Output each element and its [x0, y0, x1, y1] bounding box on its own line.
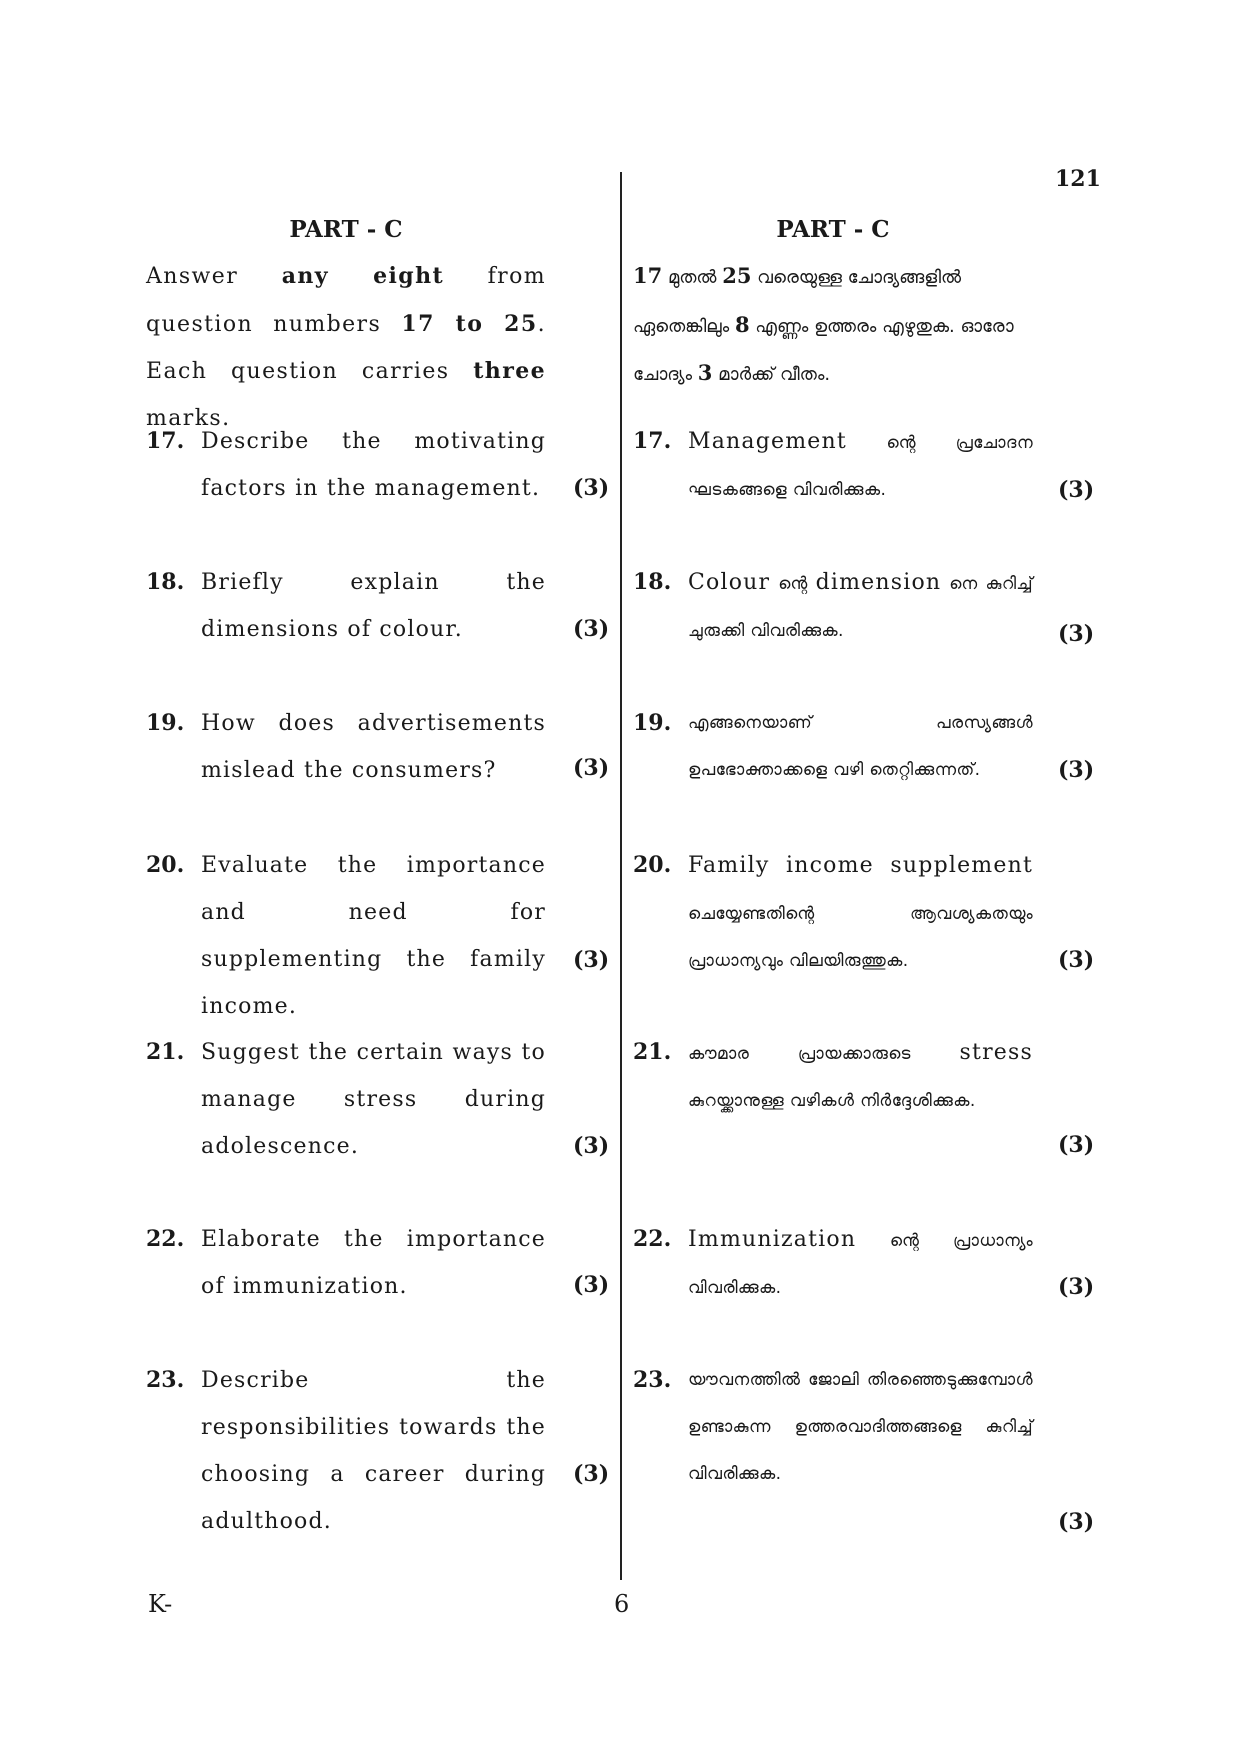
question-number: 18.: [146, 569, 185, 595]
question-marks: (3): [1058, 1132, 1095, 1158]
question-number: 23.: [146, 1367, 185, 1393]
question-marks: (3): [1058, 1509, 1095, 1535]
question-marks: (3): [573, 475, 610, 501]
question-marks: (3): [1058, 947, 1095, 973]
question-marks: (3): [1058, 757, 1095, 783]
question-number: 21.: [633, 1039, 672, 1065]
question-number: 19.: [633, 710, 672, 736]
question-number: 20.: [633, 852, 672, 878]
question-marks: (3): [573, 1133, 610, 1159]
page-number-top: 121: [1055, 166, 1101, 192]
question-text: Evaluate the importance and need for supplementing the family income.: [201, 853, 546, 1019]
question-marks: (3): [573, 1272, 610, 1298]
question-number: 17.: [633, 428, 672, 454]
question-marks: (3): [1058, 1274, 1095, 1300]
question-text: Describe the responsibilities towards the choosing a career during adulthood.: [201, 1368, 546, 1534]
question-text: Immunization ന്റെ പ്രാധാന്യം വിവരിക്കുക.: [688, 1227, 1033, 1298]
question-number: 20.: [146, 852, 185, 878]
question-number: 22.: [146, 1226, 185, 1252]
question-text: Colour ന്റെ dimension നെ കുറിച്ച് ചുരുക്കി വിവരിക്കുക.: [688, 570, 1033, 641]
english-heading: PART - C: [289, 216, 403, 243]
footer-code: K-: [148, 1590, 173, 1618]
question-number: 17.: [146, 428, 185, 454]
question-marks: (3): [573, 947, 610, 973]
question-number: 19.: [146, 710, 185, 736]
question-text: Family income supplement ചെയ്യേണ്ടതിന്റെ ആവശ്യകതയും പ്രാധാന്യവും വിലയിരുത്തുക.: [688, 853, 1033, 971]
question-text: എങ്ങനെയാണ് പരസ്യങ്ങൾ ഉപഭോക്താക്കളെ വഴി തെറ്റിക്കുന്നത്.: [688, 713, 1033, 780]
question-text: Management ന്റെ പ്രചോദന ഘടകങ്ങളെ വിവരിക്കുക.: [688, 429, 1033, 500]
question-marks: (3): [573, 755, 610, 781]
question-text: Describe the motivating factors in the management.: [201, 429, 546, 501]
question-text: കൗമാര പ്രായക്കാരുടെ stress കുറയ്ക്കാനുള്ള വഴികൾ നിർദ്ദേശിക്കുക.: [688, 1040, 1033, 1111]
question-marks: (3): [1058, 621, 1095, 647]
column-divider: [620, 172, 622, 1580]
question-text: Suggest the certain ways to manage stress during adolescence.: [201, 1040, 546, 1159]
question-number: 21.: [146, 1039, 185, 1065]
english-instructions: Answer any eight from question numbers 17 to 25. Each question carries three marks.: [146, 263, 546, 431]
question-number: 22.: [633, 1226, 672, 1252]
question-number: 18.: [633, 569, 672, 595]
footer-page-number: 6: [614, 1590, 630, 1618]
malayalam-instructions: 17 മുതൽ 25 വരെയുള്ള ചോദ്യങ്ങളിൽ ഏതെങ്കിലും 8 എണ്ണം ഉത്തരം എഴുതുക. ഓരോ ചോദ്യം 3 മാർക്ക് വീതം.: [633, 263, 1014, 385]
question-marks: (3): [573, 1461, 610, 1487]
question-marks: (3): [1058, 477, 1095, 503]
question-text: Elaborate the importance of immunization.: [201, 1227, 546, 1299]
question-text: യൗവനത്തിൽ ജോലി തിരഞ്ഞെടുക്കുമ്പോൾ ഉണ്ടാകുന്ന ഉത്തരവാദിത്തങ്ങളെ കുറിച്ച് വിവരിക്കുക.: [688, 1370, 1033, 1484]
question-marks: (3): [573, 616, 610, 642]
question-text: How does advertisements mislead the consumers?: [201, 711, 546, 783]
question-number: 23.: [633, 1367, 672, 1393]
question-text: Briefly explain the dimensions of colour.: [201, 570, 546, 642]
malayalam-heading: PART - C: [776, 216, 890, 243]
